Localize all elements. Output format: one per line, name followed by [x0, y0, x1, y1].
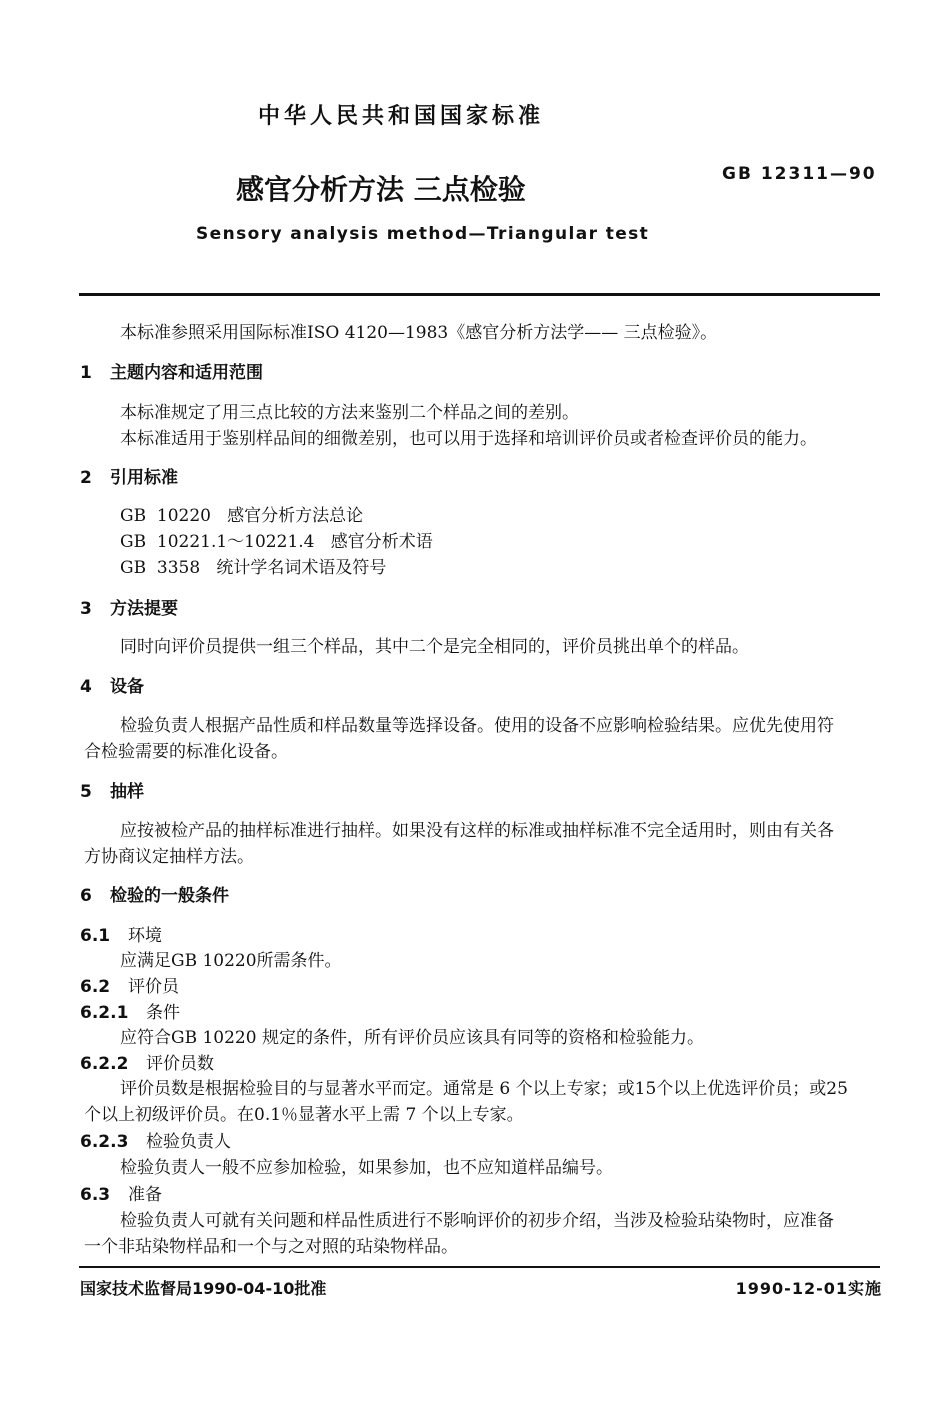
section-number: 5: [80, 782, 92, 802]
subsection-6-2-2-paragraph-line-1: 评价员数是根据检验目的与显著水平而定。通常是 6 个以上专家；或15个以上优选评价员；或25: [120, 1079, 848, 1099]
subsection-number: 6.2.1: [80, 1003, 129, 1023]
header-rule: [79, 293, 880, 296]
subsection-title: 评价员数: [146, 1054, 214, 1074]
section-3-paragraph: 同时向评价员提供一组三个样品，其中二个是完全相同的，评价员挑出单个的样品。: [120, 637, 749, 657]
subsection-title: 准备: [128, 1185, 162, 1205]
intro-paragraph: 本标准参照采用国际标准ISO 4120—1983《感官分析方法学—— 三点检验》。: [120, 323, 718, 343]
section-title: 主题内容和适用范围: [110, 363, 263, 383]
section-1-paragraph-1: 本标准规定了用三点比较的方法来鉴别二个样品之间的差别。: [120, 403, 579, 423]
section-5-heading: [80, 777, 144, 802]
document-title-en: Sensory analysis method—Triangular test: [196, 224, 650, 244]
standard-code: GB 12311—90: [722, 164, 877, 184]
section-number: 6: [80, 886, 92, 906]
subsection-6-1-paragraph: 应满足GB 10220所需条件。: [120, 951, 342, 971]
subsection-title: 环境: [128, 926, 162, 946]
section-title: 抽样: [110, 782, 144, 802]
section-1-paragraph-2: 本标准适用于鉴别样品间的细微差别，也可以用于选择和培训评价员或者检查评价员的能力。: [120, 429, 817, 449]
section-5-paragraph-line-2: 方协商议定抽样方法。: [84, 847, 254, 867]
section-title: 方法提要: [110, 599, 178, 619]
subsection-6-3-paragraph-line-1: 检验负责人可就有关问题和样品性质进行不影响评价的初步介绍，当涉及检验玷染物时，应准备: [120, 1211, 834, 1231]
subsection-number: 6.2.2: [80, 1054, 129, 1074]
section-number: 4: [80, 677, 92, 697]
country-standard-heading: 中华人民共和国国家标准: [258, 104, 545, 129]
reference-item: GB 10221.1～10221.4 感官分析术语: [120, 532, 433, 552]
section-4-paragraph-line-2: 合检验需要的标准化设备。: [84, 742, 288, 762]
subsection-number: 6.1: [80, 926, 111, 946]
reference-item: GB 10220 感官分析方法总论: [120, 506, 364, 526]
subsection-6-2-2-heading: [80, 1049, 214, 1074]
document-title-cn: 感官分析方法 三点检验: [236, 173, 526, 206]
subsection-6-3-paragraph-line-2: 一个非玷染物样品和一个与之对照的玷染物样品。: [84, 1237, 458, 1257]
subsection-6-2-heading: [80, 972, 179, 997]
subsection-6-3-heading: [80, 1180, 162, 1205]
subsection-6-2-1-heading: [80, 998, 180, 1023]
section-3-heading: [80, 594, 178, 619]
subsection-title: 条件: [146, 1003, 180, 1023]
subsection-6-2-2-paragraph-line-2: 个以上初级评价员。在0.1％显著水平上需 7 个以上专家。: [84, 1105, 524, 1125]
section-4-paragraph-line-1: 检验负责人根据产品性质和样品数量等选择设备。使用的设备不应影响检验结果。应优先使用符: [120, 716, 834, 736]
subsection-number: 6.3: [80, 1185, 111, 1205]
subsection-title: 评价员: [128, 977, 179, 997]
subsection-6-2-1-paragraph: 应符合GB 10220 规定的条件，所有评价员应该具有同等的资格和检验能力。: [120, 1028, 704, 1048]
subsection-6-1-heading: [80, 921, 162, 946]
subsection-number: 6.2.3: [80, 1132, 129, 1152]
section-title: 设备: [110, 677, 144, 697]
section-number: 3: [80, 599, 92, 619]
subsection-number: 6.2: [80, 977, 111, 997]
footer-rule: [79, 1266, 880, 1268]
approval-date: 国家技术监督局1990-04-10批准: [80, 1279, 327, 1298]
section-6-heading: [80, 881, 229, 906]
reference-item: GB 3358 统计学名词术语及符号: [120, 558, 387, 578]
section-4-heading: [80, 672, 144, 697]
section-5-paragraph-line-1: 应按被检产品的抽样标准进行抽样。如果没有这样的标准或抽样标准不完全适用时，则由有关各: [120, 821, 834, 841]
effective-date: 1990-12-01实施: [735, 1279, 882, 1298]
subsection-6-2-3-paragraph: 检验负责人一般不应参加检验，如果参加，也不应知道样品编号。: [120, 1158, 613, 1178]
section-number: 1: [80, 363, 92, 383]
subsection-6-2-3-heading: [80, 1127, 231, 1152]
subsection-title: 检验负责人: [146, 1132, 231, 1152]
section-title: 引用标准: [110, 468, 178, 488]
section-1-heading: [80, 358, 263, 383]
section-number: 2: [80, 468, 92, 488]
section-2-heading: [80, 463, 178, 488]
section-title: 检验的一般条件: [110, 886, 229, 906]
